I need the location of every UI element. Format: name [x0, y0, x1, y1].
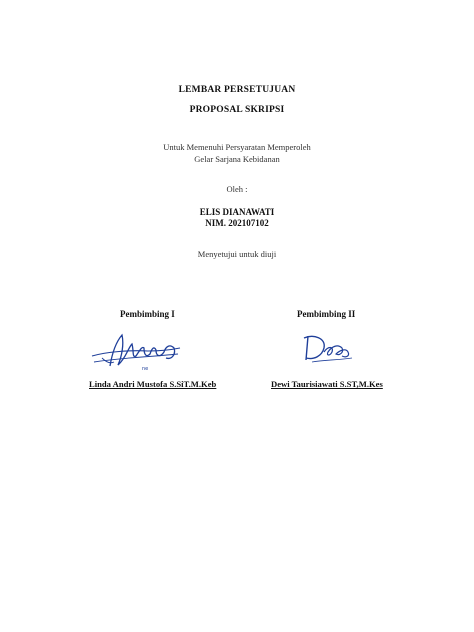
advisor-2-role: Pembimbing II	[297, 309, 356, 319]
purpose-line-2: Gelar Sarjana Kebidanan	[194, 154, 280, 164]
approval-text: Menyetujui untuk diuji	[197, 249, 277, 259]
page-subtitle: PROPOSAL SKRIPSI	[189, 105, 285, 115]
by-label: Oleh :	[226, 184, 248, 194]
page-title: LEMBAR PERSETUJUAN	[178, 85, 296, 95]
advisor-1-role: Pembimbing I	[120, 309, 175, 319]
advisor-1-signature	[88, 328, 184, 372]
advisor-1-name: Linda Andri Mustofa S.SiT.M.Keb	[89, 379, 217, 389]
advisor-2-name: Dewi Taurisiawati S.ST,M.Kes	[271, 379, 383, 389]
student-name: ELIS DIANAWATI	[199, 207, 275, 217]
advisor-2-signature	[302, 332, 358, 364]
purpose-line-1: Untuk Memenuhi Persyaratan Memperoleh	[163, 142, 311, 152]
student-nim: NIM. 202107102	[205, 218, 269, 228]
svg-text:ne: ne	[142, 366, 149, 372]
